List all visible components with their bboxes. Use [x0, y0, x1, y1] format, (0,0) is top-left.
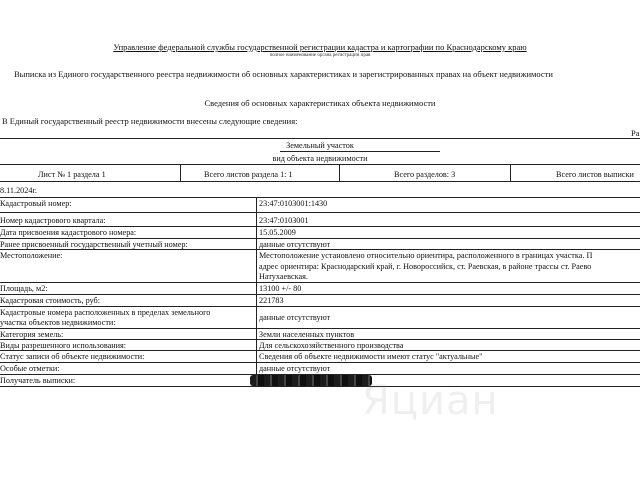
sheet-total-section: Всего листов раздела 1: 1 [204, 170, 293, 179]
value-location-1: Местоположение установлено относительно ориентира, расположенного в границах участка. П [259, 251, 593, 260]
label-permitted-use: Виды разрешенного использования: [0, 341, 127, 350]
value-location-2: адрес ориентира: Краснодарский край, г. Новороссийск, ст. Раевская, в районе трассы ст. Раево [259, 262, 592, 271]
extract-date: 8.11.2024г. [0, 186, 37, 195]
value-located-objects: данные отсутствуют [259, 313, 331, 322]
table-top-border [0, 138, 640, 139]
divider [0, 339, 640, 340]
label-located-objects-2: участка объектов недвижимости: [0, 318, 116, 327]
object-type-underline [280, 151, 440, 152]
divider [0, 226, 640, 227]
label-location: Местоположение: [0, 251, 63, 260]
label-land-category: Категория земель: [0, 330, 64, 339]
divider [0, 249, 640, 250]
total-sections: Всего разделов: 3 [394, 170, 456, 179]
divider [0, 350, 640, 351]
value-special-notes: данные отсутствуют [259, 364, 331, 373]
label-assignment-date: Дата присвоения кадастрового номера: [0, 228, 137, 237]
value-cadastral-value: 221783 [259, 296, 284, 305]
divider [0, 386, 640, 387]
total-sheets: Всего листов выписки [556, 170, 634, 179]
value-cadastral-quarter: 23:47:0103001 [259, 216, 309, 225]
value-cadastral-number: 23:47:0103001:1430 [259, 199, 328, 208]
redaction-bar [250, 375, 372, 386]
divider [0, 164, 640, 165]
label-recipient: Получатель выписки: [0, 376, 76, 385]
sheet-number: Лист № 1 раздела 1 [38, 170, 106, 179]
label-area: Площадь, м2: [0, 284, 48, 293]
divider [339, 165, 340, 181]
value-record-status: Сведения об объекте недвижимости имеют статус "актуальные" [259, 352, 483, 361]
label-located-objects-1: Кадастровые номера расположенных в пределах земельного [0, 308, 211, 317]
object-type: Земельный участок [286, 141, 354, 150]
divider [0, 362, 640, 363]
label-special-notes: Особые отметки: [0, 364, 60, 373]
label-cadastral-quarter: Номер кадастрового квартала: [0, 216, 106, 225]
divider [510, 165, 511, 181]
column-divider [256, 197, 257, 386]
divider [180, 165, 181, 181]
divider [0, 282, 640, 283]
object-type-caption: вид объекта недвижимости [272, 154, 368, 163]
divider [0, 181, 640, 182]
label-cadastral-number: Кадастровый номер: [0, 199, 72, 208]
divider [0, 238, 640, 239]
divider [0, 197, 640, 198]
agency-name: Управление федеральной службы государственной регистрации кадастра и картографии по Краснодарскому краю [113, 42, 527, 52]
label-record-status: Статус записи об объекте недвижимости: [0, 352, 145, 361]
divider [0, 294, 640, 295]
value-location-3: Натухаевская. [259, 272, 308, 281]
extract-title: Выписка из Единого государственного реестра недвижимости об основных характеристиках и зарегистрированных правах на объект недвижимости [14, 69, 553, 79]
value-area: 13100 +/- 80 [259, 284, 302, 293]
value-permitted-use: Для сельскохозяйственного производства [259, 341, 404, 350]
value-assignment-date: 15.05.2009 [259, 228, 296, 237]
divider [0, 212, 640, 213]
label-cadastral-value: Кадастровая стоимость, руб: [0, 296, 101, 305]
intro-text: В Единый государственный реестр недвижимости внесены следующие сведения: [2, 116, 298, 126]
agency-caption: полное наименование органа регистрации прав [269, 53, 371, 58]
value-previous-number: данные отсутствуют [259, 240, 331, 249]
section-title: Сведения об основных характеристиках объекта недвижимости [204, 98, 436, 108]
divider [0, 306, 640, 307]
label-previous-number: Ранее присвоенный государственный учетный номер: [0, 240, 188, 249]
right-fragment: Ра [631, 128, 640, 138]
divider [0, 328, 640, 329]
watermark: Яциан [362, 378, 499, 424]
value-land-category: Земли населенных пунктов [259, 330, 355, 339]
